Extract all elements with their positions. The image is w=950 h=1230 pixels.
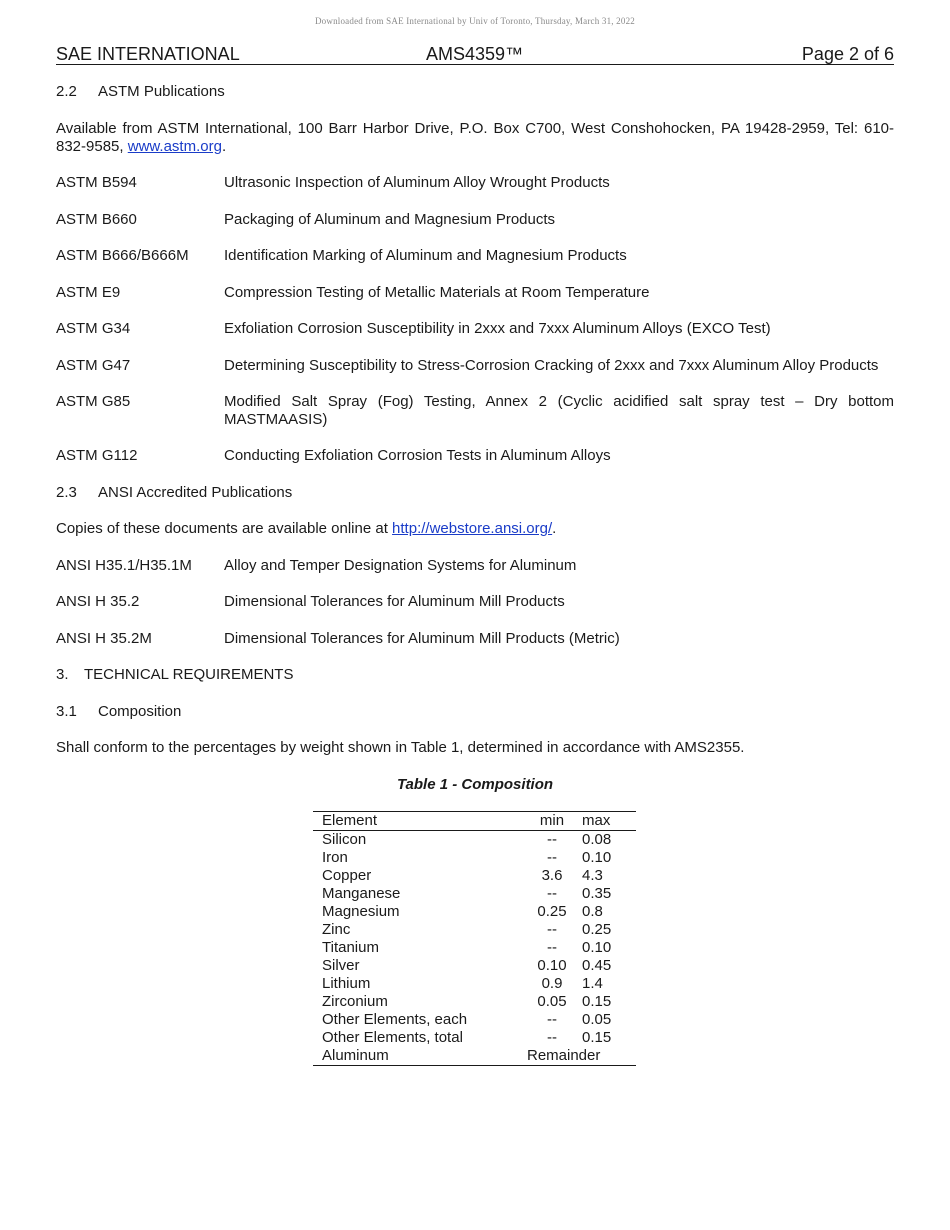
column-header-max: max <box>582 812 636 831</box>
element-cell: Copper <box>322 867 372 884</box>
min-cell: -- <box>547 1029 557 1046</box>
ansi-intro-paragraph <box>56 520 894 538</box>
reference-code: ASTM B660 <box>56 211 137 228</box>
min-cell: -- <box>547 831 557 848</box>
astm-link[interactable]: www.astm.org <box>127 138 222 155</box>
reference-row <box>56 211 894 229</box>
reference-row <box>56 284 894 302</box>
astm-intro-text: Available from ASTM International, 100 Barr Harbor Drive, P.O. Box C700, West Conshohocken, PA 19428-2959, Tel: 610-832-9585, <box>56 120 894 155</box>
max-cell: 0.35 <box>582 885 612 902</box>
min-cell: -- <box>547 939 557 956</box>
element-cell: Silver <box>322 957 360 974</box>
max-cell: 0.15 <box>582 1029 612 1046</box>
element-cell: Lithium <box>322 975 371 992</box>
reference-code: ANSI H35.1/H35.1M <box>56 557 192 574</box>
table-row-aluminum <box>313 1047 636 1066</box>
table-header-row <box>313 812 636 831</box>
section-title: ASTM Publications <box>98 83 225 100</box>
min-cell: 0.05 <box>537 993 567 1010</box>
element-cell: Iron <box>322 849 348 866</box>
table-row <box>313 957 636 975</box>
composition-table <box>313 811 636 1066</box>
table-row <box>313 849 636 867</box>
max-cell: 0.25 <box>582 921 612 938</box>
element-cell: Magnesium <box>322 903 400 920</box>
reference-code: ASTM G34 <box>56 320 131 337</box>
ansi-intro-text: Copies of these documents are available online at <box>56 520 393 537</box>
max-cell: 1.4 <box>582 975 603 992</box>
reference-code: ASTM B666/B666M <box>56 247 189 264</box>
max-cell: 0.10 <box>582 849 612 866</box>
min-cell: 3.6 <box>541 867 563 884</box>
min-cell: 0.10 <box>537 957 567 974</box>
section-number: 3. <box>56 666 69 683</box>
max-cell: 4.3 <box>582 867 603 884</box>
reference-title: Identification Marking of Aluminum and Magnesium Products <box>224 247 627 264</box>
reference-row <box>56 174 894 192</box>
reference-title: Alloy and Temper Designation Systems for Aluminum <box>224 557 577 574</box>
max-cell: 0.10 <box>582 939 612 956</box>
element-cell: Manganese <box>322 885 401 902</box>
section-3-1-heading <box>56 703 181 720</box>
table-row <box>313 1011 636 1029</box>
section-2-2-heading <box>56 83 225 100</box>
reference-title: Dimensional Tolerances for Aluminum Mill Products (Metric) <box>224 630 620 647</box>
page-header <box>56 44 894 65</box>
column-header-element: Element <box>313 812 522 831</box>
min-cell: -- <box>547 921 557 938</box>
element-cell: Zirconium <box>322 993 388 1010</box>
table-row <box>313 885 636 903</box>
element-cell: Other Elements, total <box>322 1029 463 1046</box>
element-cell: Titanium <box>322 939 379 956</box>
reference-title: Compression Testing of Metallic Materials at Room Temperature <box>224 284 650 301</box>
composition-paragraph: Shall conform to the percentages by weight shown in Table 1, determined in accordance with AMS2355. <box>56 739 745 756</box>
reference-code: ASTM G47 <box>56 357 131 374</box>
reference-row <box>56 557 894 575</box>
section-2-3-heading <box>56 484 292 501</box>
reference-code: ASTM B594 <box>56 174 137 191</box>
astm-intro-end: . <box>221 138 227 155</box>
reference-title: Dimensional Tolerances for Aluminum Mill Products <box>224 593 565 610</box>
reference-row <box>56 320 894 338</box>
download-banner: Downloaded from SAE International by Univ of Toronto, Thursday, March 31, 2022 <box>314 16 635 26</box>
max-cell: 0.15 <box>582 993 612 1010</box>
table-row <box>313 867 636 885</box>
max-cell: 0.08 <box>582 831 612 848</box>
reference-title: Determining Susceptibility to Stress-Corrosion Cracking of 2xxx and 7xxx Aluminum Alloy Products <box>224 357 879 374</box>
reference-row <box>56 247 894 265</box>
element-cell: Silicon <box>322 831 367 848</box>
remainder-cell: Remainder <box>522 1047 636 1066</box>
reference-title: Exfoliation Corrosion Susceptibility in 2xxx and 7xxx Aluminum Alloys (EXCO Test) <box>224 320 771 337</box>
table-row <box>313 993 636 1011</box>
section-title: TECHNICAL REQUIREMENTS <box>84 666 294 683</box>
max-cell: 0.45 <box>582 957 612 974</box>
reference-code: ASTM G112 <box>56 447 138 464</box>
reference-title: Packaging of Aluminum and Magnesium Products <box>224 211 556 228</box>
ansi-webstore-link[interactable]: http://webstore.ansi.org/ <box>392 520 553 537</box>
element-cell: Other Elements, each <box>322 1011 468 1028</box>
table-row <box>313 975 636 993</box>
reference-code: ANSI H 35.2 <box>56 593 140 610</box>
table-row <box>313 1029 636 1047</box>
section-3-heading <box>56 666 293 683</box>
reference-title: Conducting Exfoliation Corrosion Tests in Aluminum Alloys <box>224 447 611 464</box>
table-row <box>313 939 636 957</box>
reference-title: Modified Salt Spray (Fog) Testing, Annex 2 (Cyclic acidified salt spray test – Dry bottom MASTMAASIS) <box>224 393 894 428</box>
min-cell: -- <box>547 1011 557 1028</box>
min-cell: 0.9 <box>541 975 563 992</box>
ansi-intro-end: . <box>552 520 557 537</box>
element-cell: Aluminum <box>313 1047 522 1066</box>
table-caption: Table 1 - Composition <box>396 776 554 793</box>
astm-intro-paragraph <box>56 120 894 156</box>
min-cell: 0.25 <box>537 903 567 920</box>
max-cell: 0.05 <box>582 1011 612 1028</box>
reference-code: ASTM G85 <box>56 393 131 410</box>
reference-row <box>56 593 894 611</box>
header-page-number: Page 2 of 6 <box>801 44 894 64</box>
table-row <box>313 831 636 850</box>
reference-row <box>56 630 894 648</box>
reference-code: ASTM E9 <box>56 284 121 301</box>
table-row <box>313 921 636 939</box>
section-title: Composition <box>98 703 182 720</box>
header-doc-number: AMS4359™ <box>426 44 524 64</box>
section-title: ANSI Accredited Publications <box>98 484 293 501</box>
section-number: 3.1 <box>56 703 77 720</box>
header-org: SAE INTERNATIONAL <box>56 44 240 64</box>
section-number: 2.2 <box>56 83 77 100</box>
element-cell: Zinc <box>322 921 351 938</box>
max-cell: 0.8 <box>582 903 603 920</box>
table-row <box>313 903 636 921</box>
reference-row <box>56 393 894 429</box>
min-cell: -- <box>547 885 557 902</box>
column-header-min: min <box>522 812 582 831</box>
reference-row <box>56 357 894 375</box>
min-cell: -- <box>547 849 557 866</box>
reference-code: ANSI H 35.2M <box>56 630 152 647</box>
reference-row <box>56 447 894 465</box>
reference-title: Ultrasonic Inspection of Aluminum Alloy Wrought Products <box>224 174 610 191</box>
section-number: 2.3 <box>56 484 77 501</box>
